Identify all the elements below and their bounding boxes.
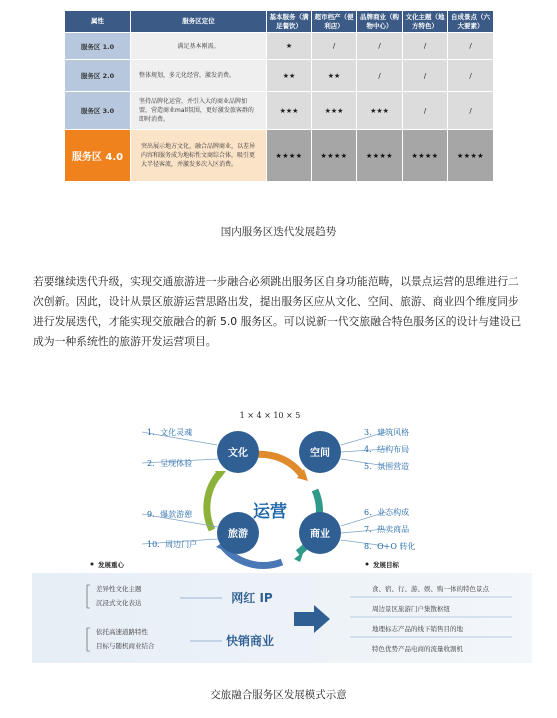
right-item: 4．结构布局 bbox=[364, 445, 410, 454]
header-cell: 服务区定位 bbox=[131, 11, 267, 33]
row-name: 服务区 3.0 bbox=[65, 92, 131, 130]
right-item: 6．业态构成 bbox=[364, 508, 410, 517]
row-cell: / bbox=[403, 60, 448, 92]
goal-label: 发展目标 bbox=[373, 561, 399, 569]
header-cell: 超市档产（便利店） bbox=[312, 11, 357, 33]
row-cell: / bbox=[403, 92, 448, 130]
header-cell: 文化主题（地方特色） bbox=[403, 11, 448, 33]
row-cell: ★★★★ bbox=[357, 130, 403, 182]
body-paragraph: 若要继续迭代升级，实现交通旅游进一步融合必须跳出服务区自身功能范畴，以景点运营的思维进行二次创新。因此，设计从景区旅游运营思路出发，提出服务区应从文化、空间、旅游、商业四个维度同步进行发展迭代，才能实现交旅融合的新 5.0 服务区。可以说新一代交旅融合特色服务区的设计与建设已成为一种系统性的旅游开发运营项目。 bbox=[33, 275, 522, 348]
node-commerce bbox=[299, 512, 341, 554]
row-name: 服务区 1.0 bbox=[65, 33, 131, 60]
node-label: 空间 bbox=[310, 448, 330, 459]
left-item: 10．周边门户 bbox=[147, 540, 198, 549]
connector-lines bbox=[142, 432, 386, 546]
row-cell: ★ bbox=[267, 33, 312, 60]
table-caption: 国内服务区迭代发展趋势 bbox=[220, 226, 337, 238]
left-item: 9．爆款游憩 bbox=[147, 510, 193, 519]
row-desc: 坚持品牌化运营，并引入大的商业品牌加盟，营造商业mall氛围，更好激发旅客群的即时消费。 bbox=[131, 92, 267, 130]
center-label: 运营 bbox=[253, 502, 287, 522]
development-model-diagram bbox=[32, 405, 532, 667]
row-cell: ★★ bbox=[267, 60, 312, 92]
node-culture bbox=[217, 431, 259, 473]
core-bullet: 依托高速道路特性 bbox=[96, 628, 148, 636]
header-cell: 基本服务（满足餐饮） bbox=[267, 11, 312, 33]
node-label: 旅游 bbox=[228, 529, 248, 540]
header-cell: 属性 bbox=[65, 11, 131, 33]
row-desc: 突出展示地方文化，融合品牌商业，以差异内容和服务成为地标性文商综合体，吸引更大半径客流，并激发多次入区消费。 bbox=[131, 130, 267, 182]
core-bullet: 沉浸式文化表达 bbox=[96, 599, 142, 607]
left-item: 1．文化灵魂 bbox=[147, 428, 193, 437]
node-label: 文化 bbox=[228, 448, 248, 459]
row-cell: ★★ bbox=[312, 60, 357, 92]
row-cell: / bbox=[448, 60, 494, 92]
mid-label-ip: 网红 IP bbox=[231, 591, 273, 605]
row-name: 服务区 4.0 bbox=[65, 130, 131, 182]
right-item: 7．热卖商品 bbox=[364, 525, 410, 534]
table-row bbox=[65, 130, 494, 182]
diagram-caption: 交旅融合服务区发展模式示意 bbox=[210, 689, 347, 701]
service-area-table bbox=[64, 10, 493, 182]
mid-label-commerce: 快销商业 bbox=[225, 634, 275, 648]
right-item: 3．建筑风格 bbox=[364, 428, 410, 437]
row-cell: ★★★★ bbox=[312, 130, 357, 182]
row-cell: ★★★★ bbox=[403, 130, 448, 182]
row-cell: / bbox=[403, 33, 448, 60]
row-cell: / bbox=[312, 33, 357, 60]
core-bullet: 差异性文化主题 bbox=[96, 585, 142, 593]
right-item: 5．氛围营造 bbox=[364, 462, 410, 471]
node-space bbox=[299, 431, 341, 473]
core-label: 发展重心 bbox=[98, 561, 124, 569]
row-cell: ★★★ bbox=[357, 92, 403, 130]
row-cell: / bbox=[448, 92, 494, 130]
right-item: 8．O+O 转化 bbox=[364, 542, 416, 551]
goal-item: 食、宿、行、游、娱、购一体的特色景点 bbox=[372, 585, 489, 593]
row-cell: / bbox=[357, 33, 403, 60]
node-label: 商业 bbox=[310, 529, 330, 540]
row-cell: ★★★★ bbox=[448, 130, 494, 182]
row-name: 服务区 2.0 bbox=[65, 60, 131, 92]
formula-label: 1 × 4 × 10 × 5 bbox=[239, 411, 301, 420]
table-header-row bbox=[65, 11, 494, 33]
goal-item: 特色优势产品电商的流量收割机 bbox=[372, 645, 463, 653]
table-row bbox=[65, 92, 494, 130]
row-cell: / bbox=[357, 60, 403, 92]
row-cell: ★★★ bbox=[267, 92, 312, 130]
row-desc: 整体规划，多元化经营，激发消费。 bbox=[131, 60, 267, 92]
core-bullet: 目标与随机商业结合 bbox=[96, 642, 155, 650]
left-item: 2．呈现体验 bbox=[147, 459, 193, 468]
table-row bbox=[65, 33, 494, 60]
row-cell: ★★★★ bbox=[267, 130, 312, 182]
table-row bbox=[65, 60, 494, 92]
header-cell: 品牌商业（购物中心） bbox=[357, 11, 403, 33]
goal-item: 地理标志产品的线下销售目的地 bbox=[372, 625, 463, 633]
goal-item: 周边景区旅游门户集散枢纽 bbox=[372, 605, 450, 613]
node-tourism bbox=[217, 512, 259, 554]
row-cell: / bbox=[448, 33, 494, 60]
header-cell: 自成景点（六大要素） bbox=[448, 11, 494, 33]
row-cell: ★★★ bbox=[312, 92, 357, 130]
row-desc: 满足基本刚需。 bbox=[131, 33, 267, 60]
